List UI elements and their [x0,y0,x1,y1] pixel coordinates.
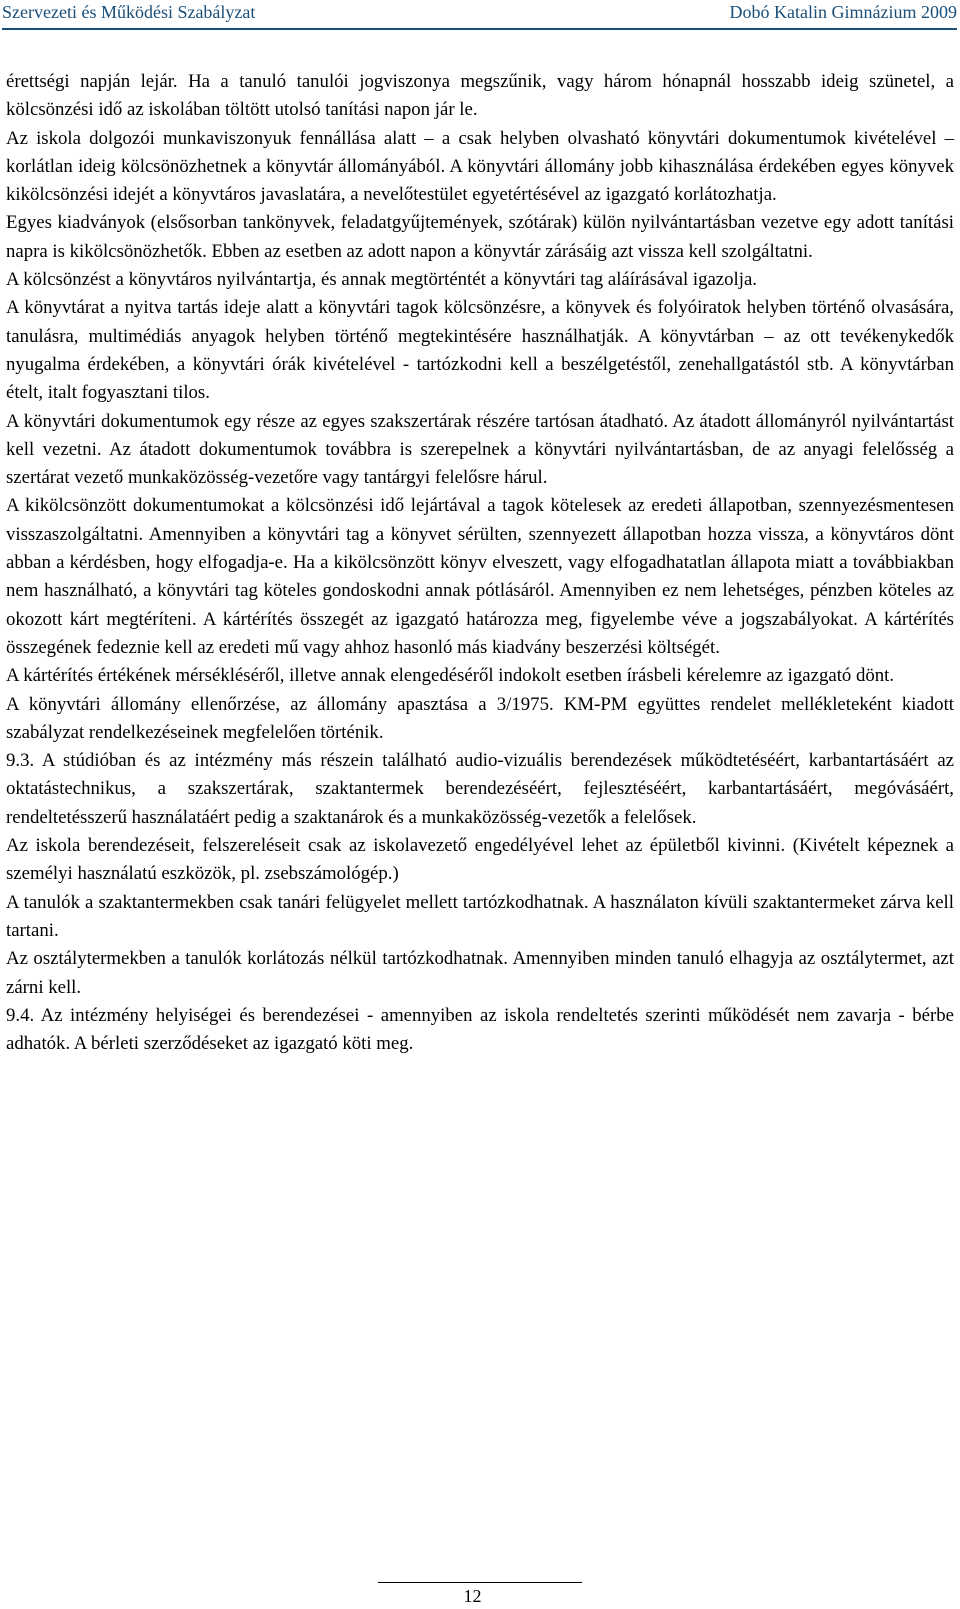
school-name-year: Dobó Katalin Gimnázium 2009 [729,2,957,22]
page-header [2,0,957,30]
paragraph: Az iskola dolgozói munkaviszonyuk fennállása alatt – a csak helyben olvasható könyvtári dokumentumok kivételével – korlátlan ideig kölcsönözhetnek a könyvtár állományából. A könyvtári állomány jobb kihasználása érdekében egyes könyvek kikölcsönzési idejét a könyvtáros javaslatára, a nevelőtestület egyetértésével az igazgató korlátozhatja. [6,127,954,206]
paragraph: Az osztálytermekben a tanulók korlátozás nélkül tartózkodhatnak. Amennyiben minden tanuló elhagyja az osztálytermet, azt zárni kell. [6,948,954,998]
paragraph-section-9-4: 9.4. Az intézmény helyiségei és berendezései - amennyiben az iskola rendeltetés szerinti működését nem zavarja - bérbe adhatók. A bérleti szerződéseket az igazgató köti meg. [6,1004,954,1055]
header-divider [2,28,957,30]
paragraph: A kikölcsönzött dokumentumokat a kölcsönzési idő lejártával a tagok kötelesek az eredeti állapotban, szennyezésmentesen visszaszolgáltatni. Amennyiben a könyvtári tag a könyvet sérülten, szennyezett állapotban hozza vissza, a könyvtáros dönt abban a kérdésben, hogy elfogadja-e. Ha a kikölcsönzött könyv elveszett, vagy elfogadhatatlan állapota miatt a továbbiakban nem használható, a könyvtári tag köteles gondoskodni annak pótlásáról. Amennyiben ez nem lehetséges, pénzben köteles az okozott kárt megtéríteni. A kártérítés összegét az igazgató határozza meg, figyelembe véve a jogszabályokat. A kártérítés összegének fedeznie kell az eredeti mű vagy ahhoz hasonló más kiadvány beszerzési költségét. [6,495,954,658]
page-number: 12 [463,1586,482,1606]
paragraph: A kártérítés értékének mérsékléséről, illetve annak elengedéséről indokolt esetben írásbeli kérelemre az igazgató dönt. [6,665,895,687]
paragraph: A kölcsönzést a könyvtáros nyilvántartja, és annak megtörténtét a könyvtári tag aláírásával igazolja. [6,269,757,291]
paragraph-section-9-3: 9.3. A stúdióban és az intézmény más részein található audio-vizuális berendezések működtetéséért, karbantartásáért az oktatástechnikus, a szakszertárak, szaktantermek berendezéséért, fejlesztéséért, karbantartásáért, megóvásáért, rendeltetésszerű használatáért pedig a szaktanárok és a munkaközösség-vezetők a felelősek. [6,750,954,828]
paragraph: A könyvtári dokumentumok egy része az egyes szakszertárak részére tartósan átadható. Az átadott állományról nyilvántartást kell vezetni. Az átadott dokumentumok továbbra is szerepelnek a könyvtári nyilvántartásban, de az anyagi felelősség a szertárat vezető munkaközösség-vezetőre vagy tantárgyi felelősre hárul. [6,410,954,489]
paragraph: érettségi napján lejár. Ha a tanuló tanulói jogviszonya megszűnik, vagy három hónapnál hosszabb ideig szünetel, a kölcsönzési idő az iskolában töltött utolsó tanítási napon jár le. [6,71,954,121]
paragraph: A könyvtárat a nyitva tartás ideje alatt a könyvtári tagok kölcsönzésre, a könyvek és folyóiratok helyben történő olvasására, tanulásra, multimédiás anyagok helyben történő megtekintésére használhatják. A könyvtárban – az ott tevékenykedők nyugalma érdekében, a könyvtári órák kivételével - tartózkodni kell a beszélgetéstől, zenehallgatástól stb. A könyvtárban ételt, italt fogyasztani tilos. [6,297,954,404]
paragraph: Egyes kiadványok (elsősorban tankönyvek, feladatgyűjtemények, szótárak) külön nyilvántartásban vezetve egy adott tanítási napra is kikölcsönözhetők. Ebben az esetben az adott napon a könyvtár zárásáig azt vissza kell szolgáltatni. [6,212,954,262]
paragraph: A tanulók a szaktantermekben csak tanári felügyelet mellett tartózkodhatnak. A használaton kívüli szaktantermeket zárva kell tartani. [6,891,954,941]
paragraph: A könyvtári állomány ellenőrzése, az állomány apasztása a 3/1975. KM-PM együttes rendelet mellékleteként kiadott szabályzat rendelkezéseinek megfelelően történik. [6,693,954,743]
page-body [6,68,954,1058]
footer-divider [378,1582,582,1583]
document-title: Szervezeti és Működési Szabályzat [2,2,256,22]
paragraph: Az iskola berendezéseit, felszereléseit csak az iskolavezető engedélyével lehet az épületből kivinni. (Kivételt képeznek a személyi használatú eszközök, pl. zsebszámológép.) [6,835,954,885]
